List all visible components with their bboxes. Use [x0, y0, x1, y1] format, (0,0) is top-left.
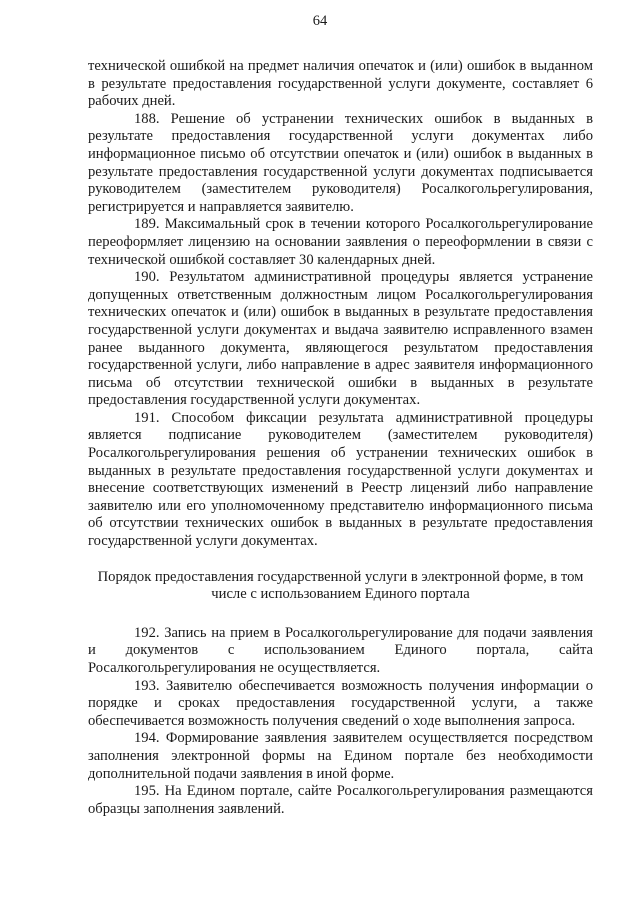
paragraph-189: 189. Максимальный срок в течении которого Росалкогольрегулирование переоформляет лицензию на основании заявления о переоформлении в связи с технической ошибкой составляет 30 календарных дней.	[88, 216, 593, 268]
paragraph-continuation: технической ошибкой на предмет наличия опечаток и (или) ошибок в выданном в результате предоставления государственной услуги документе, составляет 6 рабочих дней.	[88, 58, 593, 110]
paragraph-191: 191. Способом фиксации результата административной процедуры является подписание руководителем (заместителем руководителя) Росалкогольрегулирования решения об устранении технических ошибок в выданных в результате предоставления государственной услуги документах и внесение соответствующих изменений в Реестр лицензий либо направление заявителю или его уполномоченному представителю информационного письма об отсутствии технических ошибок в выданных в результате предоставления государственной услуги документах.	[88, 409, 593, 550]
paragraph-192: 192. Запись на прием в Росалкогольрегулирование для подачи заявления и документов с использованием Единого портала, сайта Росалкогольрегулирования не осуществляется.	[88, 624, 593, 676]
paragraph-188: 188. Решение об устранении технических ошибок в выданных в результате предоставления государственной услуги документах либо информационное письмо об отсутствии опечаток и (или) ошибок в выданных в результате предоставления государственной услуги документах подписывается руководителем (заместителем руководителя) Росалкогольрегулирования, регистрируется и направляется заявителю.	[88, 110, 593, 215]
paragraph-194: 194. Формирование заявления заявителем осуществляется посредством заполнения электронной формы на Едином портале без необходимости дополнительной подачи заявления в иной форме.	[88, 730, 593, 782]
paragraph-193: 193. Заявителю обеспечивается возможность получения информации о порядке и сроках предоставления государственной услуги, а также обеспечивается возможность получения сведений о ходе выполнения запроса.	[88, 677, 593, 729]
paragraph-190: 190. Результатом административной процедуры является устранение допущенных ответственным должностным лицом Росалкогольрегулирования технических опечаток и (или) ошибок в выданных в результате предоставления государственной услуги документах и выдача заявителю исправленного взамен ранее выданного документа, являющегося результатом предоставления государственной услуги, либо направление в адрес заявителя информационного письма об отсутствии технической ошибки в выданных в результате предоставления государственной услуги документах.	[88, 269, 593, 409]
paragraph-195: 195. На Едином портале, сайте Росалкогольрегулирования размещаются образцы заполнения заявлений.	[88, 783, 593, 817]
page-number: 64	[312, 13, 328, 29]
section-heading: Порядок предоставления государственной услуги в электронной форме, в том числе с использованием Единого портала	[97, 568, 584, 603]
document-body	[88, 58, 593, 818]
